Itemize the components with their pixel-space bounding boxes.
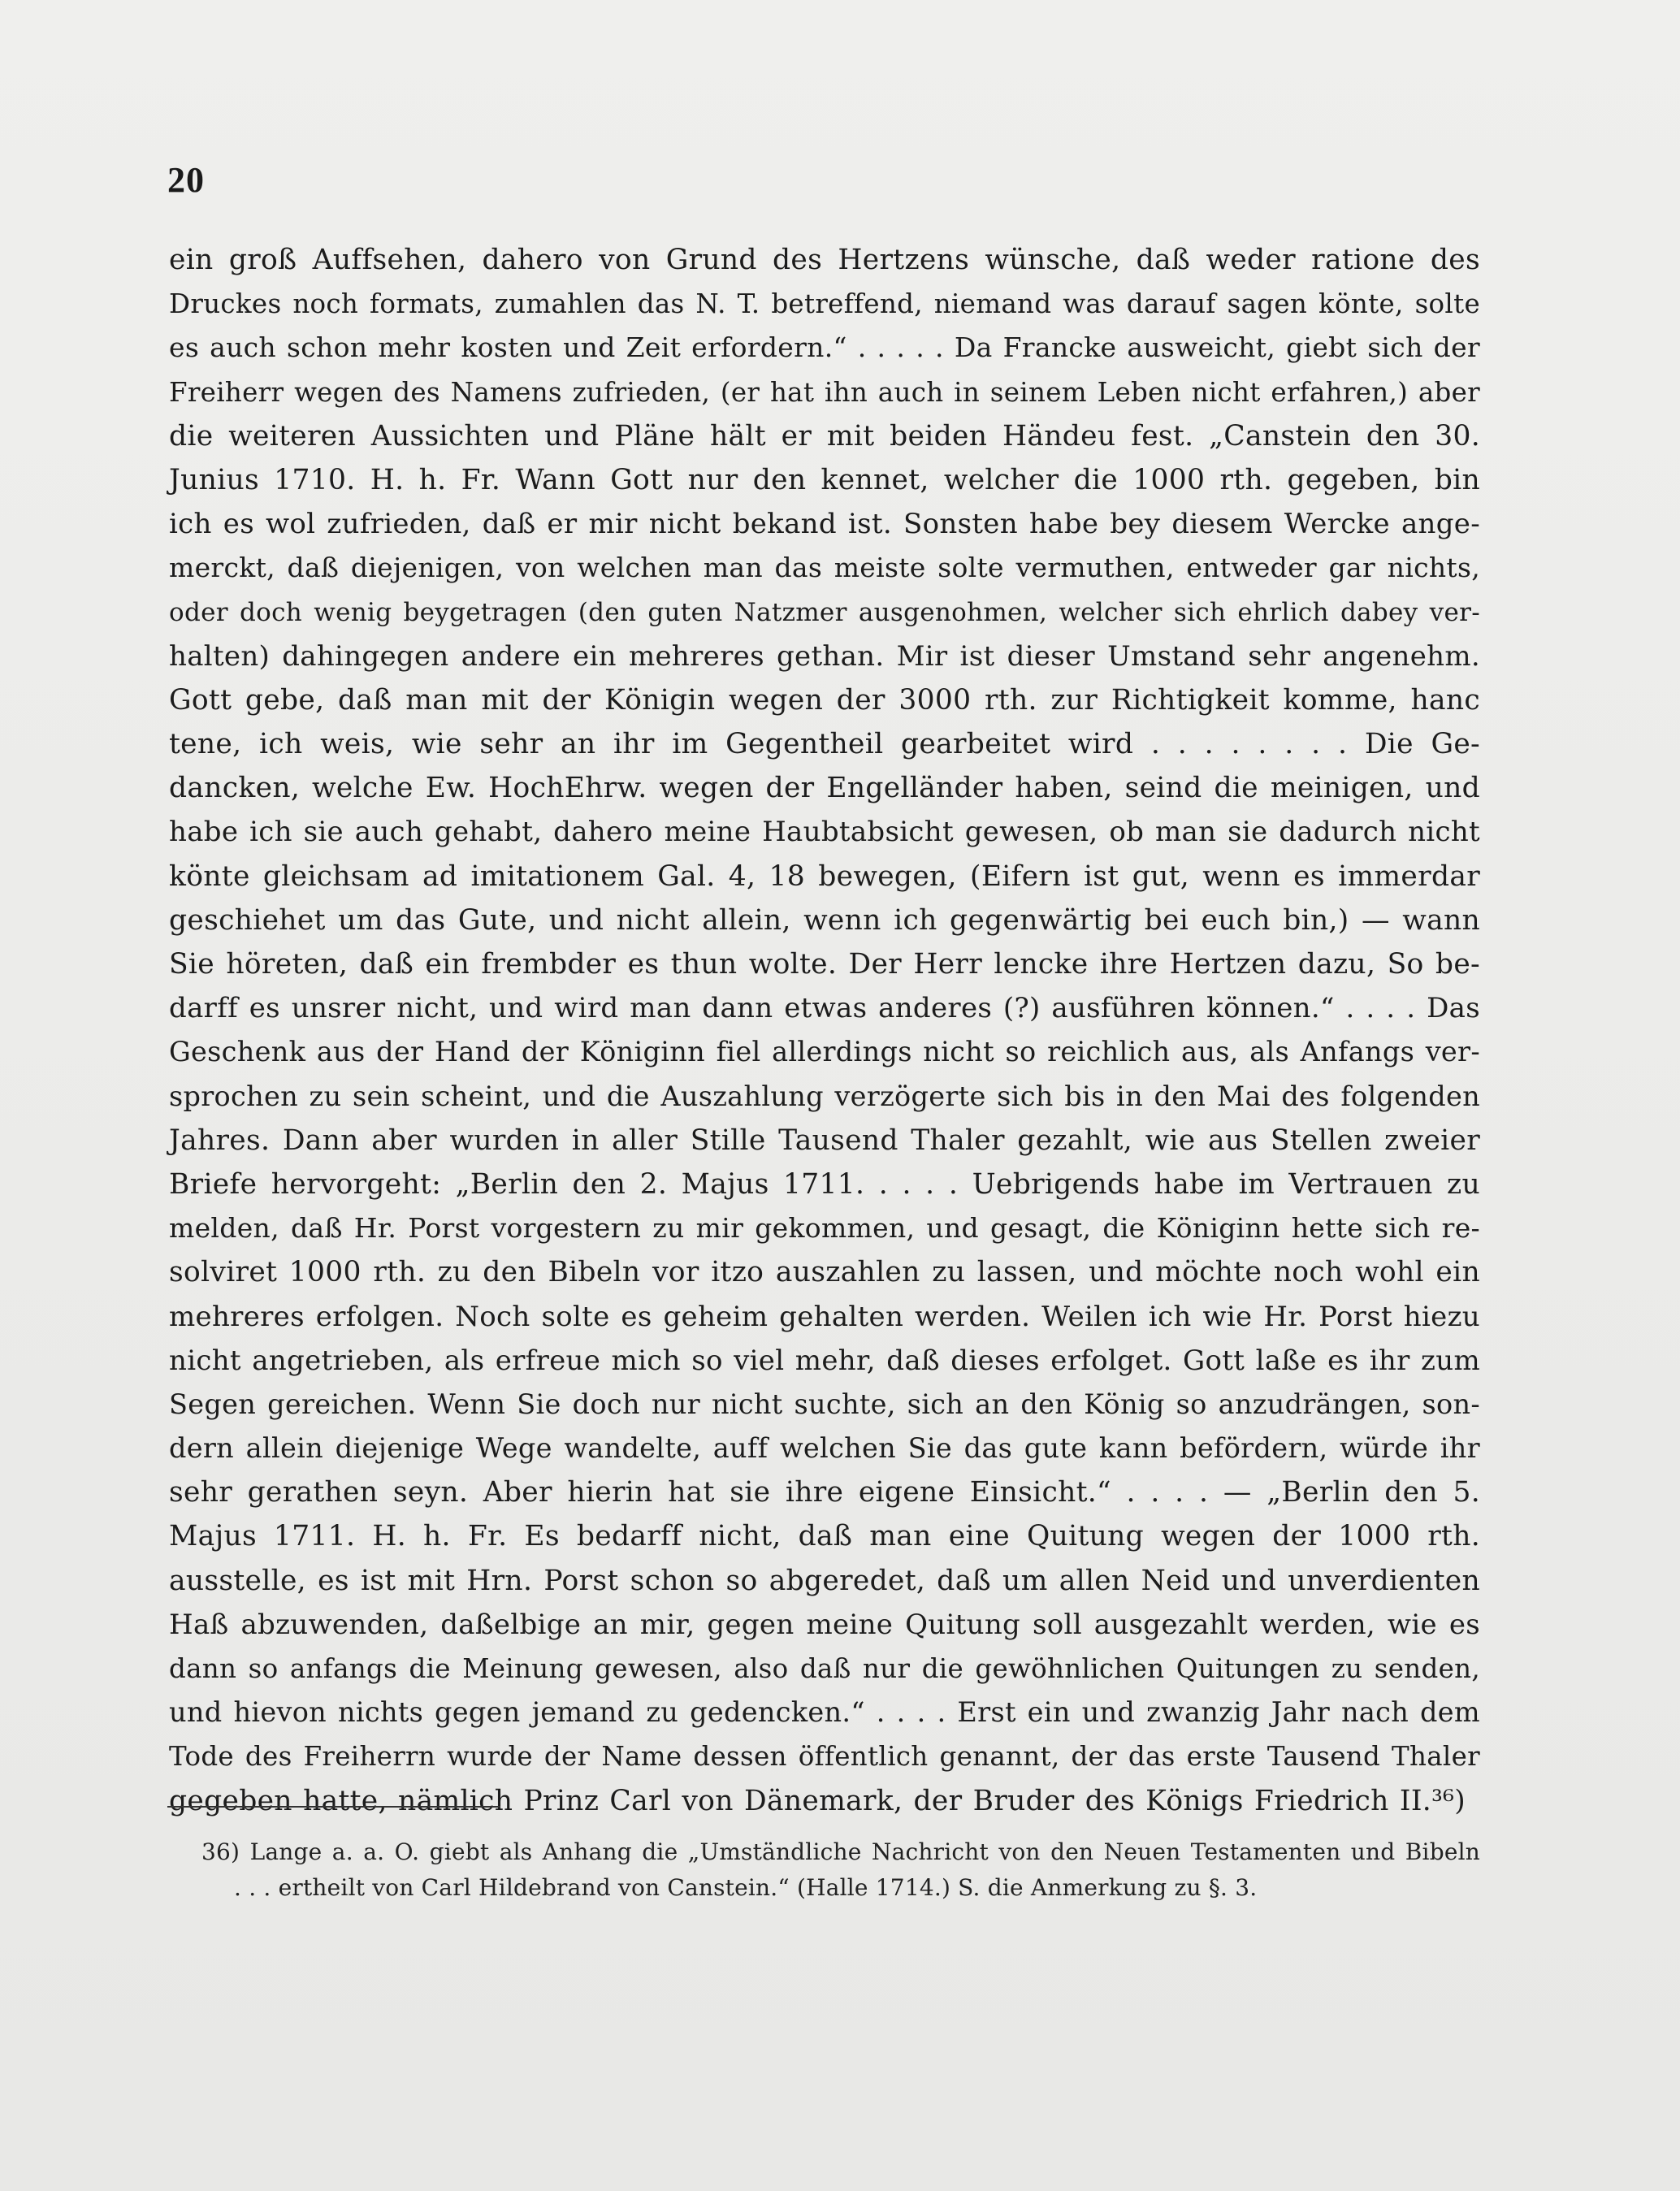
text-line: Gott gebe, daß man mit der Königin wegen der 3000 rth. zur Richtigkeit komme, hanc xyxy=(169,683,1480,717)
text-line: die weiteren Aussichten und Pläne hält er mit beiden Händeu fest. „Canstein den 30. xyxy=(169,419,1480,452)
text-line: Sie höreten, daß ein frembder es thun wolte. Der Herr lencke ihre Hertzen dazu, So be- xyxy=(169,948,1480,981)
text-line: Druckes noch formats, zumahlen das N. T. betreffend, niemand was darauf sagen könte, solte xyxy=(169,288,1480,320)
text-line: gegeben hatte, nämlich Prinz Carl von Dänemark, der Bruder des Königs Friedrich II.³⁶) xyxy=(169,1784,1466,1817)
text-line: und hievon nichts gegen jemand zu gedencken.“ . . . . Erst ein und zwanzig Jahr nach dem xyxy=(169,1696,1480,1729)
text-line: Tode des Freiherrn wurde der Name dessen öffentlich genannt, der das erste Tausend Thaler xyxy=(169,1741,1480,1773)
text-line: Haß abzuwenden, daßelbige an mir, gegen meine Quitung soll ausgezahlt werden, wie es xyxy=(169,1608,1480,1641)
text-line: ein groß Auffsehen, dahero von Grund des Hertzens wünsche, daß weder ratione des xyxy=(169,244,1480,276)
text-line: darff es unsrer nicht, und wird man dann etwas anderes (?) ausführen können.“ . . . . Das xyxy=(169,992,1480,1025)
footnotes xyxy=(201,1834,1480,1906)
body-text xyxy=(169,238,1480,1823)
text-line: es auch schon mehr kosten und Zeit erfordern.“ . . . . . Da Francke ausweicht, giebt sich der xyxy=(169,331,1480,364)
text-line: ausstelle, es ist mit Hrn. Porst schon so abgeredet, daß um allen Neid und unverdienten xyxy=(169,1564,1480,1597)
text-line: geschiehet um das Gute, und nicht allein, wenn ich gegenwärtig bei euch bin,) — wann xyxy=(169,903,1480,937)
text-line: dern allein diejenige Wege wandelte, auff welchen Sie das gute kann befördern, würde ihr xyxy=(169,1432,1480,1465)
text-line: Majus 1711. H. h. Fr. Es bedarff nicht, daß man eine Quitung wegen der 1000 rth. xyxy=(169,1520,1480,1553)
text-line: ich es wol zufrieden, daß er mir nicht bekand ist. Sonsten habe bey diesem Wercke ange- xyxy=(169,508,1480,541)
text-line: dann so anfangs die Meinung gewesen, also daß nur die gewöhnlichen Quitungen zu senden, xyxy=(169,1653,1480,1684)
footnote-line: 36) Lange a. a. O. giebt als Anhang die „Umständliche Nachricht von den Neuen Testamenten und Bibeln xyxy=(201,1838,1480,1865)
text-line: habe ich sie auch gehabt, dahero meine Haubtabsicht gewesen, ob man sie dadurch nicht xyxy=(169,816,1480,849)
text-line: sprochen zu sein scheint, und die Auszahlung verzögerte sich bis in den Mai des folgenden xyxy=(169,1080,1480,1112)
text-line: nicht angetrieben, als erfreue mich so viel mehr, daß dieses erfolget. Gott laße es ihr zum xyxy=(169,1344,1480,1377)
text-line: oder doch wenig beygetragen (den guten Natzmer ausgenohmen, welcher sich ehrlich dabey ver- xyxy=(169,597,1480,627)
text-line: könte gleichsam ad imitationem Gal. 4, 18 bewegen, (Eifern ist gut, wenn es immerdar xyxy=(169,860,1480,893)
text-line: Geschenk aus der Hand der Königinn fiel allerdings nicht so reichlich aus, als Anfangs ver- xyxy=(169,1036,1480,1068)
footnote-line: . . . ertheilt von Carl Hildebrand von Canstein.“ (Halle 1714.) S. die Anmerkung zu §. 3. xyxy=(234,1874,1258,1901)
text-line: Junius 1710. H. h. Fr. Wann Gott nur den kennet, welcher die 1000 rth. gegeben, bin xyxy=(169,463,1480,496)
text-line: Briefe hervorgeht: „Berlin den 2. Majus 1711. . . . . Uebrigends habe im Vertrauen zu xyxy=(169,1167,1480,1201)
page-number: 20 xyxy=(167,160,205,200)
text-line: melden, daß Hr. Porst vorgestern zu mir gekommen, und gesagt, die Königinn hette sich re- xyxy=(169,1212,1480,1245)
text-line: Jahres. Dann aber wurden in aller Stille Tausend Thaler gezahlt, wie aus Stellen zweier xyxy=(169,1124,1480,1157)
text-line: halten) dahingegen andere ein mehreres gethan. Mir ist dieser Umstand sehr angenehm. xyxy=(169,639,1480,673)
text-line: solviret 1000 rth. zu den Bibeln vor itzo auszahlen zu lassen, und möchte noch wohl ein xyxy=(169,1256,1480,1289)
text-line: dancken, welche Ew. HochEhrw. wegen der Engelländer haben, seind die meinigen, und xyxy=(169,772,1480,805)
text-line: Segen gereichen. Wenn Sie doch nur nicht suchte, sich an den König so anzudrängen, son- xyxy=(169,1388,1480,1420)
text-line: merckt, daß diejenigen, von welchen man das meiste solte vermuthen, entweder gar nichts, xyxy=(169,552,1480,584)
text-line: Freiherr wegen des Namens zufrieden, (er hat ihn auch in seinem Leben nicht erfahren,) aber xyxy=(169,376,1480,408)
text-line: mehreres erfolgen. Noch solte es geheim gehalten werden. Weilen ich wie Hr. Porst hiezu xyxy=(169,1300,1480,1333)
footnote-rule xyxy=(167,1806,500,1808)
text-line: sehr gerathen seyn. Aber hierin hat sie ihre eigene Einsicht.“ . . . . — „Berlin den 5. xyxy=(169,1476,1480,1509)
text-line: tene, ich weis, wie sehr an ihr im Gegentheil gearbeitet wird . . . . . . . . Die Ge- xyxy=(169,728,1480,761)
